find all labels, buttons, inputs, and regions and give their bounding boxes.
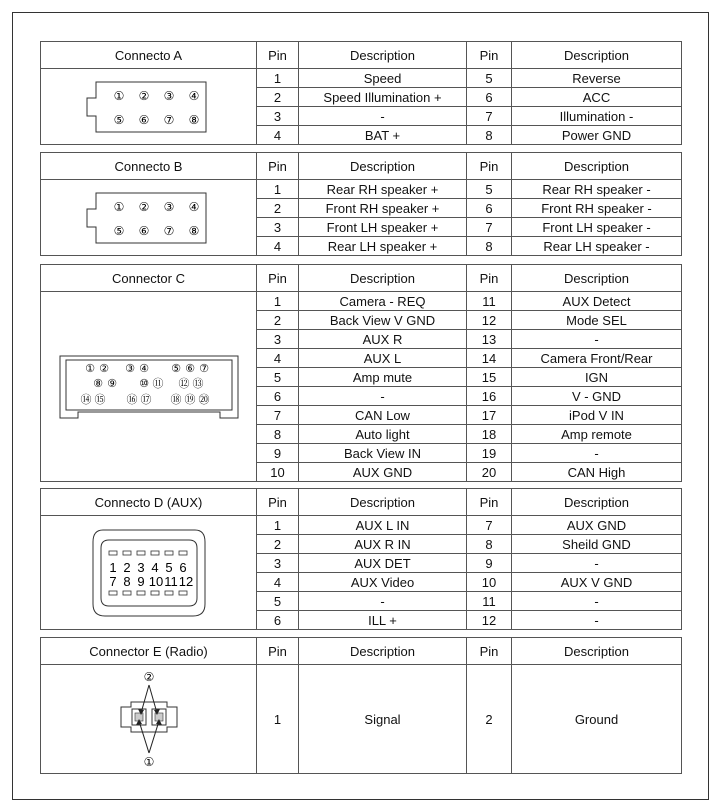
pin-header: Pin <box>467 153 512 180</box>
pin-cell: 18 <box>467 425 512 444</box>
description-cell: Front RH speaker + <box>299 199 467 218</box>
pin-header: Pin <box>257 153 299 180</box>
pin-label: ⑰ <box>140 392 151 406</box>
pin-label: ④ <box>138 361 149 375</box>
description-cell: Rear LH speaker - <box>512 237 682 256</box>
pin-cell: 7 <box>467 107 512 126</box>
pin-cell: 1 <box>257 292 299 311</box>
pin-label: 9 <box>136 573 145 589</box>
pin-label: 6 <box>178 559 187 575</box>
pin-label: 11 <box>163 573 178 589</box>
description-header: Description <box>299 153 467 180</box>
pin-cell: 7 <box>257 406 299 425</box>
pin-cell: 3 <box>257 554 299 573</box>
description-header: Description <box>512 265 682 292</box>
description-cell: Amp mute <box>299 368 467 387</box>
description-cell: Rear RH speaker + <box>299 180 467 199</box>
description-cell: Reverse <box>512 69 682 88</box>
pin-cell: 3 <box>257 330 299 349</box>
pin-label: 5 <box>164 559 173 575</box>
description-cell: Speed Illumination + <box>299 88 467 107</box>
description-cell: Signal <box>299 665 467 774</box>
pin-cell: 16 <box>467 387 512 406</box>
pin-label: ⑬ <box>192 376 203 390</box>
description-cell: BAT + <box>299 126 467 145</box>
description-cell: Rear LH speaker + <box>299 237 467 256</box>
connector-a-diagram <box>41 69 257 145</box>
pin-cell: 1 <box>257 516 299 535</box>
pin-cell: 2 <box>257 199 299 218</box>
pin-cell: 5 <box>257 368 299 387</box>
pin-cell: 4 <box>257 237 299 256</box>
pin-label: ③ <box>124 361 135 375</box>
pin-label: 12 <box>178 573 193 589</box>
pin-label: ⑫ <box>178 376 189 390</box>
pin-cell: 2 <box>257 311 299 330</box>
pin-cell: 1 <box>257 69 299 88</box>
description-cell: Speed <box>299 69 467 88</box>
description-cell: Front LH speaker - <box>512 218 682 237</box>
description-cell: - <box>512 611 682 630</box>
description-header: Description <box>299 489 467 516</box>
pin-cell: 9 <box>257 444 299 463</box>
pin-label: 3 <box>136 559 145 575</box>
pin-label: ⑤ <box>170 361 181 375</box>
pin-label: ⑭ <box>80 392 91 406</box>
connector-c-table <box>40 264 682 482</box>
description-header: Description <box>299 265 467 292</box>
pin-label: ① <box>113 88 124 103</box>
connector-c-title: Connector C <box>41 265 257 292</box>
pin-cell: 15 <box>467 368 512 387</box>
pin-cell: 4 <box>257 349 299 368</box>
pin-cell: 17 <box>467 406 512 425</box>
pin-label: ④ <box>188 88 199 103</box>
pin-label: 8 <box>122 573 131 589</box>
description-cell: iPod V IN <box>512 406 682 425</box>
pin-cell: 13 <box>467 330 512 349</box>
pin-cell: 6 <box>467 199 512 218</box>
description-cell: AUX GND <box>512 516 682 535</box>
pin-cell: 3 <box>257 218 299 237</box>
description-cell: CAN High <box>512 463 682 482</box>
pin-cell: 8 <box>467 126 512 145</box>
pin-label: ⑨ <box>106 376 117 390</box>
pin-cell: 5 <box>467 180 512 199</box>
pin-cell: 8 <box>467 535 512 554</box>
pin-label: 4 <box>150 559 159 575</box>
pin-label: 7 <box>108 573 117 589</box>
description-cell: - <box>512 554 682 573</box>
description-cell: CAN Low <box>299 406 467 425</box>
connector-d-diagram <box>41 516 257 630</box>
pin-label: ⑤ <box>113 223 124 238</box>
connector-b-diagram <box>41 180 257 256</box>
description-cell: AUX Video <box>299 573 467 592</box>
pin-cell: 10 <box>467 573 512 592</box>
description-cell: AUX L IN <box>299 516 467 535</box>
pin-header: Pin <box>257 489 299 516</box>
description-cell: Camera Front/Rear <box>512 349 682 368</box>
connector-c-diagram <box>41 292 257 482</box>
pin-cell: 7 <box>467 516 512 535</box>
description-cell: - <box>512 444 682 463</box>
pin-cell: 4 <box>257 126 299 145</box>
pin-label: ② <box>143 670 154 684</box>
description-cell: IGN <box>512 368 682 387</box>
pin-header: Pin <box>257 265 299 292</box>
connector-d-title: Connecto D (AUX) <box>41 489 257 516</box>
description-header: Description <box>299 42 467 69</box>
connector-e-table <box>40 637 682 774</box>
description-cell: - <box>299 387 467 406</box>
pin-label: ⑦ <box>198 361 209 375</box>
pin-label: ⑧ <box>188 223 199 238</box>
description-cell: Camera - REQ <box>299 292 467 311</box>
pin-label: ② <box>138 88 149 103</box>
pin-cell: 6 <box>257 387 299 406</box>
description-header: Description <box>512 489 682 516</box>
description-cell: AUX R IN <box>299 535 467 554</box>
pin-label: 10 <box>148 573 163 589</box>
pin-cell: 8 <box>467 237 512 256</box>
pin-cell: 2 <box>257 88 299 107</box>
pin-label: ⑥ <box>138 112 149 127</box>
description-header: Description <box>299 638 467 665</box>
pin-cell: 3 <box>257 107 299 126</box>
description-cell: ILL + <box>299 611 467 630</box>
description-cell: Front RH speaker - <box>512 199 682 218</box>
connector-a-table <box>40 41 682 145</box>
connector-e-title: Connector E (Radio) <box>41 638 257 665</box>
connector-d-table <box>40 488 682 630</box>
pin-label: ① <box>143 755 154 769</box>
description-cell: - <box>299 107 467 126</box>
pin-label: 1 <box>108 559 117 575</box>
pin-label: ⑥ <box>138 223 149 238</box>
pin-label: ⑦ <box>163 112 174 127</box>
pin-label: ① <box>113 199 124 214</box>
description-cell: AUX R <box>299 330 467 349</box>
pin-cell: 5 <box>467 69 512 88</box>
pin-label: ⑱ <box>170 392 181 406</box>
description-header: Description <box>512 638 682 665</box>
description-cell: Amp remote <box>512 425 682 444</box>
description-cell: Power GND <box>512 126 682 145</box>
description-header: Description <box>512 42 682 69</box>
description-cell: AUX DET <box>299 554 467 573</box>
pin-cell: 8 <box>257 425 299 444</box>
connector-e-diagram <box>41 665 257 774</box>
pin-label: ⑯ <box>126 392 137 406</box>
connector-b-title: Connecto B <box>41 153 257 180</box>
pin-cell: 11 <box>467 292 512 311</box>
description-cell: AUX Detect <box>512 292 682 311</box>
pin-label: ⑧ <box>92 376 103 390</box>
pin-header: Pin <box>467 489 512 516</box>
pin-header: Pin <box>257 638 299 665</box>
description-cell: Back View V GND <box>299 311 467 330</box>
pin-header: Pin <box>467 265 512 292</box>
description-cell: Front LH speaker + <box>299 218 467 237</box>
pin-label: ⑪ <box>152 376 163 390</box>
pin-label: ⑤ <box>113 112 124 127</box>
pin-header: Pin <box>467 638 512 665</box>
pin-label: ⑧ <box>188 112 199 127</box>
pin-cell: 12 <box>467 611 512 630</box>
pin-cell: 7 <box>467 218 512 237</box>
description-cell: - <box>512 592 682 611</box>
description-cell: Sheild GND <box>512 535 682 554</box>
pin-cell: 2 <box>257 535 299 554</box>
pin-label: ③ <box>163 199 174 214</box>
description-cell: Back View IN <box>299 444 467 463</box>
pin-cell: 6 <box>257 611 299 630</box>
pin-cell: 14 <box>467 349 512 368</box>
description-cell: Ground <box>512 665 682 774</box>
pin-cell: 6 <box>467 88 512 107</box>
pin-label: ⑳ <box>198 392 209 406</box>
description-cell: V - GND <box>512 387 682 406</box>
pin-label: ⑩ <box>138 376 149 390</box>
pin-cell: 1 <box>257 180 299 199</box>
pin-header: Pin <box>257 42 299 69</box>
pin-cell: 10 <box>257 463 299 482</box>
pin-header: Pin <box>467 42 512 69</box>
pin-cell: 9 <box>467 554 512 573</box>
description-header: Description <box>512 153 682 180</box>
pin-cell: 19 <box>467 444 512 463</box>
pin-label: ⑦ <box>163 223 174 238</box>
pin-label: ② <box>138 199 149 214</box>
description-cell: Mode SEL <box>512 311 682 330</box>
pin-label: ⑮ <box>94 392 105 406</box>
description-cell: - <box>512 330 682 349</box>
pin-cell: 20 <box>467 463 512 482</box>
description-cell: ACC <box>512 88 682 107</box>
description-cell: AUX L <box>299 349 467 368</box>
pin-cell: 5 <box>257 592 299 611</box>
pin-label: ⑥ <box>184 361 195 375</box>
pin-label: ④ <box>188 199 199 214</box>
description-cell: AUX GND <box>299 463 467 482</box>
description-cell: Rear RH speaker - <box>512 180 682 199</box>
pin-label: ⑲ <box>184 392 195 406</box>
pin-label: ① <box>84 361 95 375</box>
description-cell: - <box>299 592 467 611</box>
connector-a-title: Connecto A <box>41 42 257 69</box>
pin-cell: 2 <box>467 665 512 774</box>
pin-cell: 12 <box>467 311 512 330</box>
pin-label: ② <box>98 361 109 375</box>
pin-cell: 4 <box>257 573 299 592</box>
pin-cell: 11 <box>467 592 512 611</box>
description-cell: Auto light <box>299 425 467 444</box>
description-cell: AUX V GND <box>512 573 682 592</box>
connector-b-table <box>40 152 682 256</box>
description-cell: Illumination - <box>512 107 682 126</box>
pin-label: 2 <box>122 559 131 575</box>
pin-cell: 1 <box>257 665 299 774</box>
pin-label: ③ <box>163 88 174 103</box>
